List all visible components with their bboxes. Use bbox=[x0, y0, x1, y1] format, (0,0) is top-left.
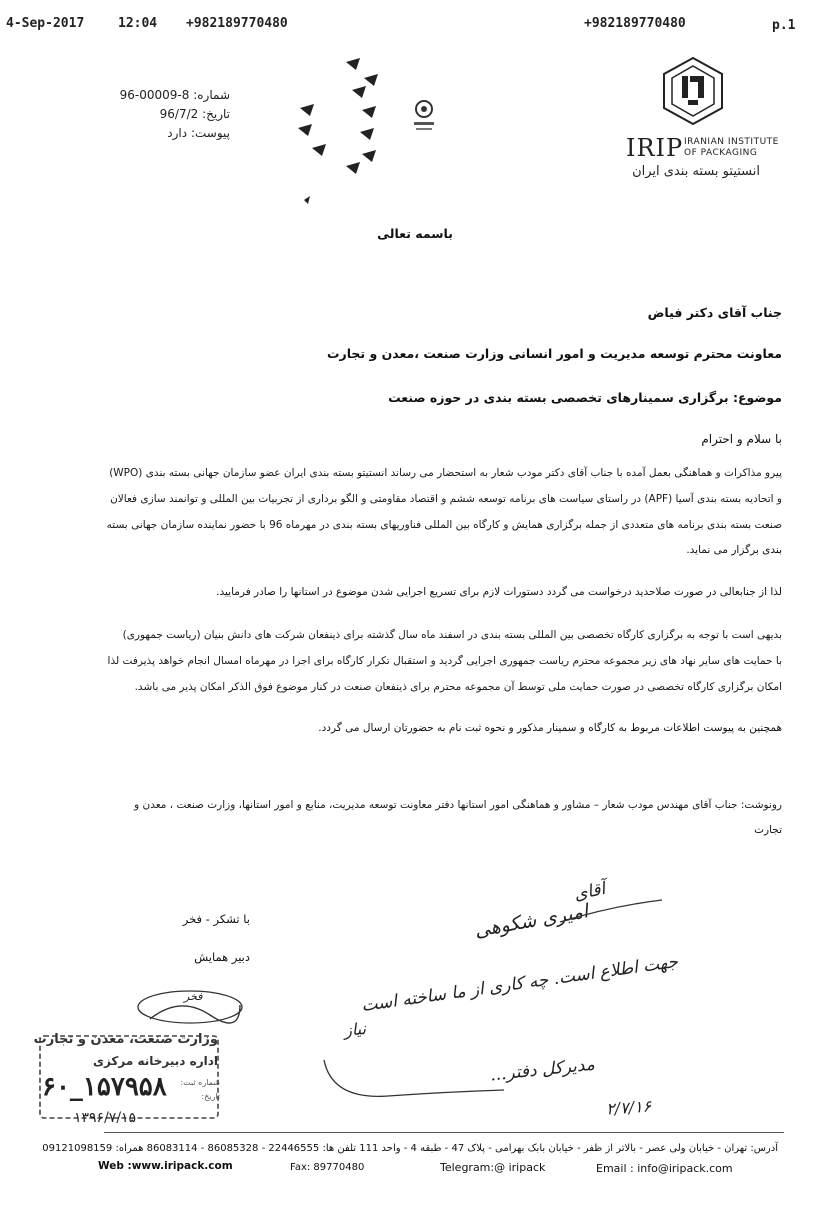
handwritten-date: ۲/۷/۱۶ bbox=[605, 1096, 652, 1119]
logo-persian-name: انستیتو بسته بندی ایران bbox=[632, 164, 760, 179]
cc-line-1: رونوشت: جناب آقای مهندس مودب شعار – مشاور و هماهنگی امور استانها دفتر معاونت توسعه مدیریت، منابع و امور استانها، وزارت صنعت ، معدن و bbox=[134, 799, 782, 811]
invocation: باسمه تعالی bbox=[377, 226, 453, 241]
paragraph1-line-3: صنعت بسته بندی برنامه های متعددی از جمله برگزاری همایش و کارگاه بین المللی فناوریهای بسته بندی در مهرماه 96 با حضور نماینده سازمان جهانی بسته bbox=[106, 519, 782, 531]
handwritten-line-2: امیری شکوهی bbox=[472, 900, 590, 942]
letter-date-value: 96/7/2 bbox=[159, 107, 199, 121]
irip-logo-icon bbox=[660, 56, 726, 126]
paragraph3-line-2: با حمایت های سایر نهاد های زیر مجموعه محترم ریاست جمهوری اجرایی گردید و استقبال تکرار کارگاه برای اجرا در مهرماه امسال انجام خواهد پذیرفت لذا bbox=[107, 655, 782, 667]
footer-divider bbox=[104, 1132, 784, 1133]
footer-email: Email : info@iripack.com bbox=[596, 1162, 733, 1175]
footer-telegram: Telegram:@ iripack bbox=[440, 1161, 546, 1174]
stamp-line-2: اداره دبیرخانه مرکزی bbox=[92, 1054, 218, 1068]
fax-date: 4-Sep-2017 bbox=[6, 16, 85, 31]
letter-attachment-label: پیوست: bbox=[190, 126, 230, 140]
letter-number-label: شماره: bbox=[193, 88, 230, 102]
letter-date-label: تاریخ: bbox=[202, 107, 230, 121]
cc-line-2: تجارت bbox=[754, 824, 782, 836]
signature-closing: با تشکر - فخر bbox=[182, 912, 250, 926]
logo-english-name-1: IRANIAN INSTITUTE bbox=[684, 137, 779, 147]
stamp-reg-number: ۶۰_۱۵۷۹۵۸ bbox=[42, 1072, 167, 1102]
handwritten-curve-icon bbox=[318, 1050, 508, 1110]
paragraph3-line-1: بدیهی است با توجه به برگزاری کارگاه تخصصی بین المللی بسته بندی در اسفند ماه سال گذشته برای ذینفعان شرکت های دانش بنیان (ریاست جمهوری) bbox=[122, 629, 782, 641]
handwritten-line-5: مدیرکل دفتر... bbox=[489, 1054, 596, 1086]
paragraph2: لذا از جنابعالی در صورت صلاحدید درخواست می گردد دستورات لازم برای تسریع اجرایی شدن موضوع در استانها را صادر فرمایید. bbox=[216, 586, 782, 598]
fax-receiver-number: +982189770480 bbox=[584, 16, 686, 31]
stamp-reg-date: ۱۳۹۶/۷/۱۵ bbox=[74, 1110, 137, 1126]
paragraph4: همچنین به پیوست اطلاعات مربوط به کارگاه و سمینار مذکور و نحوه ثبت نام به حضورتان ارسال می گردد. bbox=[318, 722, 782, 734]
addressee: جناب آقای دکتر فیاض bbox=[647, 305, 782, 320]
stamp-line-1: وزارت صنعت، معدن و تجارت bbox=[33, 1032, 218, 1047]
decorative-triangles bbox=[290, 50, 400, 210]
footer-address: آدرس: تهران - خیابان ولی عصر - بالاتر از ظفر - خیابان بابک بهرامی - پلاک 47 - طبقه 4 - واحد 111 تلفن ها: 22446555 - 86085328 - 86083114 همراه: 09121098159 bbox=[42, 1143, 778, 1154]
paragraph1-line-1: پیرو مذاکرات و هماهنگی بعمل آمده با جناب آقای دکتر مودب شعار به استحضار می رساند انستیتو بسته بندی ایران عضو سازمان جهانی بسته بندی (WPO) bbox=[109, 467, 782, 479]
subject: موضوع: برگزاری سمینارهای تخصصی بسته بندی در حوزه صنعت bbox=[388, 390, 782, 405]
letter-attachment-value: دارد bbox=[167, 126, 188, 140]
fax-time: 12:04 bbox=[118, 16, 158, 31]
paragraph3-line-3: امکان برگزاری کارگاه تخصصی در صورت حمایت ملی توسط آن مجموعه محترم برای ذینفعان صنعت در کنار موضوع فوق الذکر امکان پذیر می باشد. bbox=[134, 681, 782, 693]
paragraph1-line-4: بندی برگزار می نماید. bbox=[686, 544, 782, 556]
recipient-title: معاونت محترم توسعه مدیریت و امور انسانی وزارت صنعت ،معدن و تجارت bbox=[326, 346, 782, 361]
handwritten-line-4: نیاز bbox=[343, 1018, 367, 1041]
stamp-reg-date-label: تاریخ: bbox=[201, 1092, 220, 1101]
stamp-reg-number-label: شماره ثبت: bbox=[180, 1078, 220, 1087]
handwritten-underline-icon bbox=[556, 896, 666, 926]
letter-number-value: 96-00009-8 bbox=[119, 88, 190, 102]
handwritten-line-1: آقای bbox=[572, 878, 608, 906]
fax-sender-number: +982189770480 bbox=[186, 16, 288, 31]
logo-acronym: IRIP bbox=[626, 134, 684, 162]
fax-page: p.1 bbox=[772, 18, 796, 33]
greeting: با سلام و احترام bbox=[701, 432, 782, 446]
emblem-icon bbox=[410, 98, 438, 138]
footer-web: Web :www.iripack.com bbox=[98, 1160, 233, 1172]
handwritten-initials: فخر bbox=[184, 990, 203, 1003]
logo-english-name-2: OF PACKAGING bbox=[684, 148, 758, 158]
paragraph1-line-2: و اتحادیه بسته بندی آسیا (APF) در راستای سیاست های برنامه توسعه ششم و اقتصاد مقاومتی و الگو برداری از تجربیات بین المللی و توانمند سازی فعالان bbox=[110, 493, 782, 505]
footer-fax: Fax: 89770480 bbox=[290, 1162, 365, 1173]
letter-date bbox=[100, 107, 230, 121]
signature-role: دبیر همایش bbox=[194, 950, 250, 964]
handwritten-line-3: جهت اطلاع است. چه کاری از ما ساخته است bbox=[360, 951, 680, 1017]
letter-attachment bbox=[100, 126, 230, 140]
letter-number bbox=[100, 88, 230, 102]
